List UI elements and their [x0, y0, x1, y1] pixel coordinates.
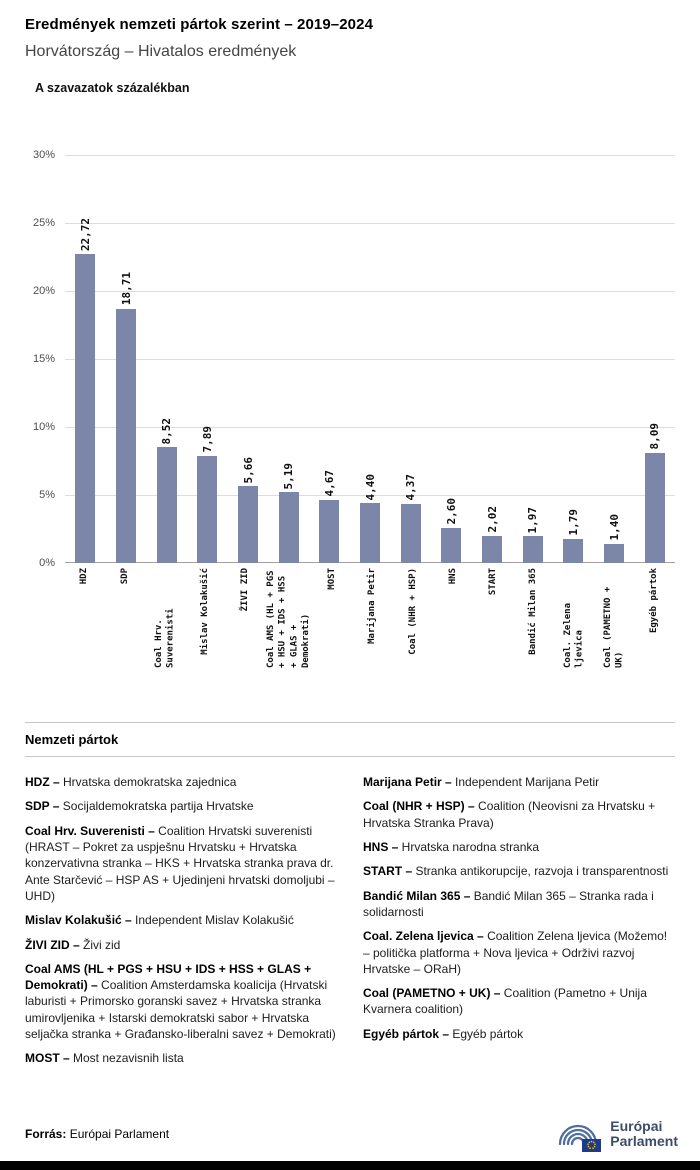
logo-line2: Parlament: [610, 1133, 678, 1149]
legend-item: [363, 798, 675, 831]
category-label: Coal (PAMETNO + UK): [602, 586, 625, 668]
party-term: Bandić Milan 365 –: [363, 888, 471, 903]
legend-title: Nemzeti pártok: [25, 722, 675, 757]
bar: [238, 486, 258, 563]
category-label: HDZ: [79, 568, 90, 585]
legend-item: [25, 1050, 337, 1066]
bars: [65, 155, 675, 563]
page-title: Eredmények nemzeti pártok szerint – 2019–2024: [25, 16, 374, 33]
legend-column: [25, 774, 337, 1075]
party-term: Egyéb pártok –: [363, 1026, 450, 1041]
party-term: ŽIVI ZID –: [25, 937, 80, 952]
legend-item: [363, 839, 675, 855]
category-cell: [393, 568, 433, 718]
bar-column: [268, 155, 309, 563]
y-tick-label: 10%: [32, 420, 55, 433]
party-term: Coal (NHR + HSP) –: [363, 799, 475, 814]
party-term: MOST –: [25, 1051, 70, 1066]
category-cell: [353, 568, 393, 718]
bar-column: [228, 155, 269, 563]
legend-item: [25, 937, 337, 953]
bar: [360, 503, 380, 563]
party-desc: Coalition Amsterdamska koalicija (Hrvatski laburisti + Primorsko goranski savez + Hrvatska stranka umirovljenika + Istarski demokratski sabor + Hrvatska seljačka stranka + Građansko-liberalni savez + Demokrati): [25, 978, 336, 1042]
source-value: Európai Parlament: [69, 1127, 170, 1141]
category-label: Mislav Kolakušić: [199, 568, 210, 655]
legend-item: [363, 774, 675, 790]
party-term: HNS –: [363, 839, 399, 854]
category-cell: [105, 568, 145, 718]
category-label: Coal Hrv. Suverenisti: [153, 608, 176, 668]
plot-area: [65, 155, 675, 563]
category-cell: [186, 568, 226, 718]
bar-column: [512, 155, 553, 563]
hemicycle-icon: [554, 1114, 602, 1154]
category-label: Egyéb pártok: [649, 568, 660, 634]
bar-column: [65, 155, 106, 563]
bottom-bar: [0, 1161, 700, 1170]
bar-column: [553, 155, 594, 563]
bar-value-label: 1,79: [566, 509, 580, 536]
bar: [563, 539, 583, 563]
category-cell: [226, 568, 266, 718]
bar: [116, 309, 136, 563]
bar-column: [634, 155, 675, 563]
party-desc: Hrvatska demokratska zajednica: [59, 775, 237, 789]
bar-column: [309, 155, 350, 563]
party-term: Coal AMS (HL + PGS + HSU + IDS + HSS + GLAS + Demokrati) –: [25, 961, 312, 993]
category-cell: [635, 568, 675, 718]
y-tick-label: 0%: [39, 557, 55, 569]
bar: [441, 528, 461, 563]
legend-item: [363, 928, 675, 977]
bar-column: [431, 155, 472, 563]
source-label: Forrás:: [25, 1127, 67, 1141]
y-tick-label: 5%: [39, 489, 55, 501]
bar-value-label: 7,89: [200, 426, 214, 453]
y-tick-label: 30%: [32, 149, 55, 161]
y-axis: [25, 149, 65, 569]
party-desc: Coalition Hrvatski suverenisti (HRAST – Pokret za uspješnu Hrvatsku + Hrvatska konzervativna stranka – HKS + Hrvatska stranka prava dr. Ante Starčević – HSP AS + Ujedinjeni hrvatski domoljubi – UHD): [25, 823, 335, 903]
party-desc: Independent Mislav Kolakušić: [131, 913, 294, 928]
category-cell: [595, 568, 635, 718]
party-term: Coal (PAMETNO + UK) –: [363, 986, 501, 1001]
category-label: MOST: [327, 568, 338, 590]
bar-column: [187, 155, 228, 563]
party-desc: Most nezavisnih lista: [69, 1051, 184, 1066]
category-label: START: [488, 568, 499, 596]
legend-item: [363, 985, 675, 1018]
category-label: Bandić Milan 365: [528, 568, 539, 655]
bar-column: [146, 155, 187, 563]
bar: [482, 536, 502, 563]
party-term: HDZ –: [25, 775, 60, 789]
bar-value-label: 22,72: [78, 217, 92, 252]
legend-columns: [25, 774, 675, 1075]
bar: [401, 504, 421, 563]
bar: [157, 447, 177, 563]
legend-item: [25, 961, 337, 1043]
party-desc: Socijaldemokratska partija Hrvatske: [59, 799, 254, 814]
bar: [197, 456, 217, 563]
party-desc: Egyéb pártok: [449, 1026, 524, 1041]
category-label: ŽIVI ZID: [240, 568, 251, 612]
bar: [523, 536, 543, 563]
party-desc: Hrvatska narodna stranka: [398, 839, 540, 854]
party-desc: Coalition (Neovisni za Hrvatsku + Hrvatska Stranka Prava): [363, 799, 656, 830]
category-label: HNS: [447, 568, 458, 585]
bar-value-label: 8,09: [648, 423, 662, 450]
party-term: Marijana Petir –: [363, 775, 452, 789]
party-desc: Coalition (Pametno + Unija Kvarnera coalition): [363, 986, 647, 1017]
footer: [25, 1114, 678, 1154]
category-cell: [65, 568, 105, 718]
bar-column: [390, 155, 431, 563]
legend-item: [363, 1026, 675, 1042]
bar: [604, 544, 624, 563]
category-cell: [514, 568, 554, 718]
bar: [645, 453, 665, 563]
category-axis: [65, 568, 675, 718]
bar-value-label: 2,02: [485, 506, 499, 533]
y-tick-label: 25%: [32, 216, 55, 229]
bar-value-label: 4,37: [404, 474, 418, 501]
legend-item: [363, 863, 675, 879]
legend-item: [25, 774, 337, 790]
y-tick-label: 15%: [32, 353, 55, 365]
bar-chart: [25, 149, 675, 569]
category-label: Coal (NHR + HSP): [407, 568, 418, 655]
page-subtitle: Horvátország – Hivatalos eredmények: [25, 43, 297, 60]
bar-value-label: 5,19: [282, 462, 296, 490]
party-desc: Živi zid: [79, 937, 121, 952]
party-desc: Independent Marijana Petir: [451, 775, 600, 789]
category-cell: [474, 568, 514, 718]
party-term: Mislav Kolakušić –: [25, 913, 132, 928]
y-tick-label: 20%: [32, 284, 55, 297]
party-term: Coal. Zelena ljevica –: [363, 929, 484, 944]
bar-column: [472, 155, 513, 563]
logo-wordmark: [610, 1119, 678, 1150]
bar-value-label: 1,97: [526, 506, 540, 534]
category-label: Marijana Petir: [367, 568, 378, 644]
category-label: Coal AMS (HL + PGS + HSU + IDS + HSS + GLAS + Demokrati): [266, 570, 312, 668]
bar: [279, 492, 299, 563]
party-term: START –: [363, 864, 413, 879]
bar-value-label: 5,66: [241, 456, 255, 484]
category-cell: [313, 568, 353, 718]
bar-value-label: 4,67: [322, 470, 336, 497]
bar-value-label: 18,71: [119, 272, 133, 306]
bar-value-label: 1,40: [607, 514, 621, 541]
party-term: SDP –: [25, 799, 60, 814]
logo-line1: Európai: [610, 1117, 663, 1134]
category-label: Coal. Zelena ljevica: [562, 602, 585, 668]
bar-value-label: 2,60: [444, 498, 458, 525]
legend-item: [25, 823, 337, 905]
party-desc: Bandić Milan 365 – Stranka rada i solidarnosti: [363, 888, 654, 919]
party-desc: Stranka antikorupcije, razvoja i transparentnosti: [412, 864, 669, 879]
bar-column: [106, 155, 147, 563]
chart-title: A szavazatok százalékban: [35, 81, 190, 95]
source-note: [25, 1127, 169, 1141]
category-cell: [266, 568, 313, 718]
party-term: Coal Hrv. Suverenisti –: [25, 823, 155, 838]
bar-value-label: 8,52: [160, 417, 174, 445]
bar: [319, 500, 339, 564]
party-desc: Coalition Zelena ljevica (Možemo! – politička platforma + Nova ljevica + Održivi razvoj Hrvatske – ORaH): [363, 929, 668, 976]
bar-column: [594, 155, 635, 563]
category-label: SDP: [119, 568, 130, 585]
category-cell: [554, 568, 594, 718]
legend-item: [25, 912, 337, 928]
legend-column: [363, 774, 675, 1075]
european-parliament-logo: [554, 1114, 678, 1154]
bar-column: [350, 155, 391, 563]
legend-item: [25, 798, 337, 814]
bar-value-label: 4,40: [363, 473, 377, 501]
bar: [75, 254, 95, 563]
legend-item: [363, 888, 675, 921]
category-cell: [145, 568, 185, 718]
category-cell: [434, 568, 474, 718]
